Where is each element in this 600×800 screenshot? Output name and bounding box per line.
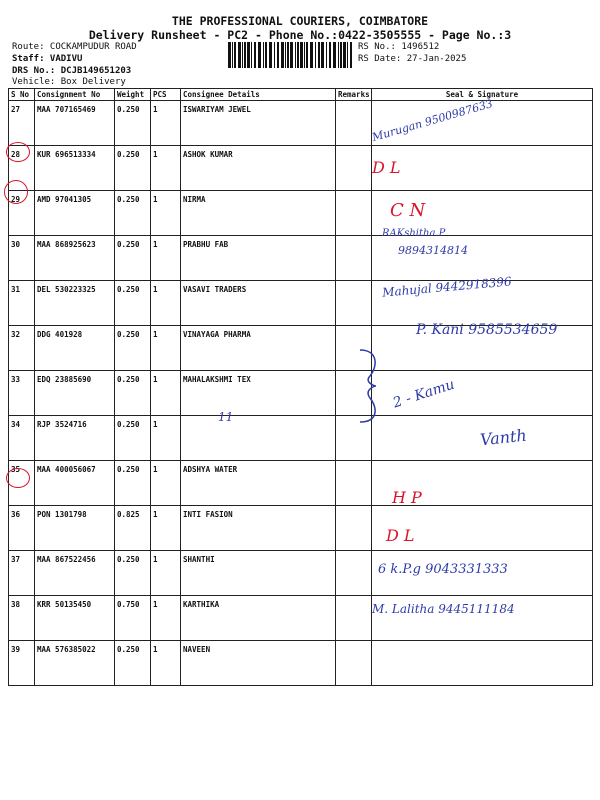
signature-36: H P <box>392 488 422 507</box>
cell-sno: 37 <box>9 551 35 596</box>
cell-sno: 27 <box>9 101 35 146</box>
cell-sno: 39 <box>9 641 35 686</box>
header-weight: Weight <box>115 89 151 101</box>
signature-35: Vanth <box>479 425 528 450</box>
cell-consignee: ADSHYA WATER <box>181 461 336 506</box>
table-row <box>9 101 593 146</box>
header-sno: S No <box>9 89 35 101</box>
header-remarks: Remarks <box>336 89 372 101</box>
cell-sno: 28 <box>9 146 35 191</box>
cell-remarks <box>336 551 372 596</box>
cell-pcs: 1 <box>151 191 181 236</box>
cell-weight: 0.250 <box>115 461 151 506</box>
signature-39: M. Lalitha 9445111184 <box>372 602 515 616</box>
table-row <box>9 461 593 506</box>
vehicle-label: Vehicle: Box Delivery <box>12 77 126 87</box>
cell-pcs: 1 <box>151 101 181 146</box>
sno-circle-28 <box>6 142 30 162</box>
table-row <box>9 506 593 551</box>
cell-consignee: SHANTHI <box>181 551 336 596</box>
cell-remarks <box>336 236 372 281</box>
signature-34: 2 - Kamu <box>391 376 457 412</box>
cell-consignee: PRABHU FAB <box>181 236 336 281</box>
table-row <box>9 146 593 191</box>
drs-number: DRS No.: DCJB149651203 <box>12 66 132 76</box>
cell-pcs: 1 <box>151 146 181 191</box>
cell-pcs: 1 <box>151 236 181 281</box>
cell-consignment: DEL 530223325 <box>35 281 115 326</box>
signature-30-phone: 9894314814 <box>398 244 468 257</box>
cell-consignee: ISWARIYAM JEWEL <box>181 101 336 146</box>
cell-consignment: KUR 696513334 <box>35 146 115 191</box>
staff-label: Staff: VADIVU <box>12 54 83 64</box>
cell-consignment: MAA 400056067 <box>35 461 115 506</box>
cell-sno: 31 <box>9 281 35 326</box>
rs-number: RS No.: 1496512 <box>358 42 440 52</box>
brace-mark <box>354 346 394 426</box>
consignee-mark-34: 11 <box>218 410 234 424</box>
cell-weight: 0.250 <box>115 326 151 371</box>
cell-pcs: 1 <box>151 416 181 461</box>
rs-date: RS Date: 27-Jan-2025 <box>358 54 467 64</box>
cell-weight: 0.250 <box>115 416 151 461</box>
cell-weight: 0.825 <box>115 506 151 551</box>
cell-consignment: MAA 576385022 <box>35 641 115 686</box>
sno-circle-29 <box>4 180 28 204</box>
cell-consignment: KRR 50135450 <box>35 596 115 641</box>
signature-31: Mahujal 9442918396 <box>381 274 513 300</box>
cell-pcs: 1 <box>151 506 181 551</box>
cell-weight: 0.250 <box>115 236 151 281</box>
cell-consignee: NAVEEN <box>181 641 336 686</box>
cell-consignee: INTI FASION <box>181 506 336 551</box>
cell-weight: 0.250 <box>115 641 151 686</box>
cell-consignment: RJP 3524716 <box>35 416 115 461</box>
cell-weight: 0.750 <box>115 596 151 641</box>
cell-consignment: AMD 97041305 <box>35 191 115 236</box>
cell-sno: 36 <box>9 506 35 551</box>
cell-pcs: 1 <box>151 461 181 506</box>
cell-remarks <box>336 101 372 146</box>
cell-weight: 0.250 <box>115 146 151 191</box>
cell-remarks <box>336 506 372 551</box>
cell-sno: 29 <box>9 191 35 236</box>
cell-weight: 0.250 <box>115 101 151 146</box>
cell-sno: 34 <box>9 416 35 461</box>
header-consignee: Consignee Details <box>181 89 336 101</box>
cell-consignee: NIRMA <box>181 191 336 236</box>
cell-consignee: KARTHIKA <box>181 596 336 641</box>
cell-consignment: MAA 868925623 <box>35 236 115 281</box>
header-pcs: PCS <box>151 89 181 101</box>
signature-37: D L <box>386 526 415 545</box>
cell-remarks <box>336 146 372 191</box>
table-row <box>9 236 593 281</box>
cell-consignment: MAA 707165469 <box>35 101 115 146</box>
cell-seal <box>372 236 593 281</box>
cell-sno: 32 <box>9 326 35 371</box>
cell-consignee: ASHOK KUMAR <box>181 146 336 191</box>
signature-29: C N <box>390 200 426 221</box>
signature-28: D L <box>372 158 401 177</box>
table-row <box>9 641 593 686</box>
cell-pcs: 1 <box>151 371 181 416</box>
cell-pcs: 1 <box>151 551 181 596</box>
cell-weight: 0.250 <box>115 371 151 416</box>
signature-38: 6 k.P.g 9043331333 <box>378 562 508 577</box>
cell-consignment: EDQ 23885690 <box>35 371 115 416</box>
cell-sno: 30 <box>9 236 35 281</box>
header-seal: Seal & Signature <box>372 89 593 101</box>
cell-consignment: PON 1301798 <box>35 506 115 551</box>
cell-remarks <box>336 641 372 686</box>
signature-27: Murugan 9500987633 <box>370 97 495 144</box>
cell-consignment: MAA 867522456 <box>35 551 115 596</box>
cell-seal <box>372 641 593 686</box>
cell-pcs: 1 <box>151 281 181 326</box>
cell-remarks <box>336 461 372 506</box>
cell-consignee: VASAVI TRADERS <box>181 281 336 326</box>
cell-remarks <box>336 596 372 641</box>
sno-circle-36 <box>6 468 30 488</box>
cell-weight: 0.250 <box>115 551 151 596</box>
cell-consignee: VINAYAGA PHARMA <box>181 326 336 371</box>
company-title: THE PROFESSIONAL COURIERS, COIMBATORE <box>171 14 429 28</box>
runsheet-subtitle: Delivery Runsheet - PC2 - Phone No.:0422-3505555 - Page No.:3 <box>88 28 512 42</box>
cell-pcs: 1 <box>151 326 181 371</box>
cell-pcs: 1 <box>151 641 181 686</box>
barcode <box>228 42 352 68</box>
signature-30-name: RAKshitha.P <box>382 228 446 239</box>
cell-weight: 0.250 <box>115 191 151 236</box>
runsheet-table <box>8 88 593 686</box>
cell-seal <box>372 146 593 191</box>
table-row <box>9 191 593 236</box>
route-label: Route: COCKAMPUDUR ROAD <box>12 42 137 52</box>
cell-sno: 38 <box>9 596 35 641</box>
cell-remarks <box>336 281 372 326</box>
table-row <box>9 371 593 416</box>
cell-consignee: MAHALAKSHMI TEX <box>181 371 336 416</box>
cell-sno: 33 <box>9 371 35 416</box>
cell-weight: 0.250 <box>115 281 151 326</box>
cell-sno: 35 <box>9 461 35 506</box>
cell-consignment: DDG 401928 <box>35 326 115 371</box>
cell-remarks <box>336 191 372 236</box>
signature-32: P. Kani 9585534659 <box>416 322 558 338</box>
cell-pcs: 1 <box>151 596 181 641</box>
header-consignment: Consignment No <box>35 89 115 101</box>
cell-consignee <box>181 416 336 461</box>
table-header-row <box>9 89 593 101</box>
